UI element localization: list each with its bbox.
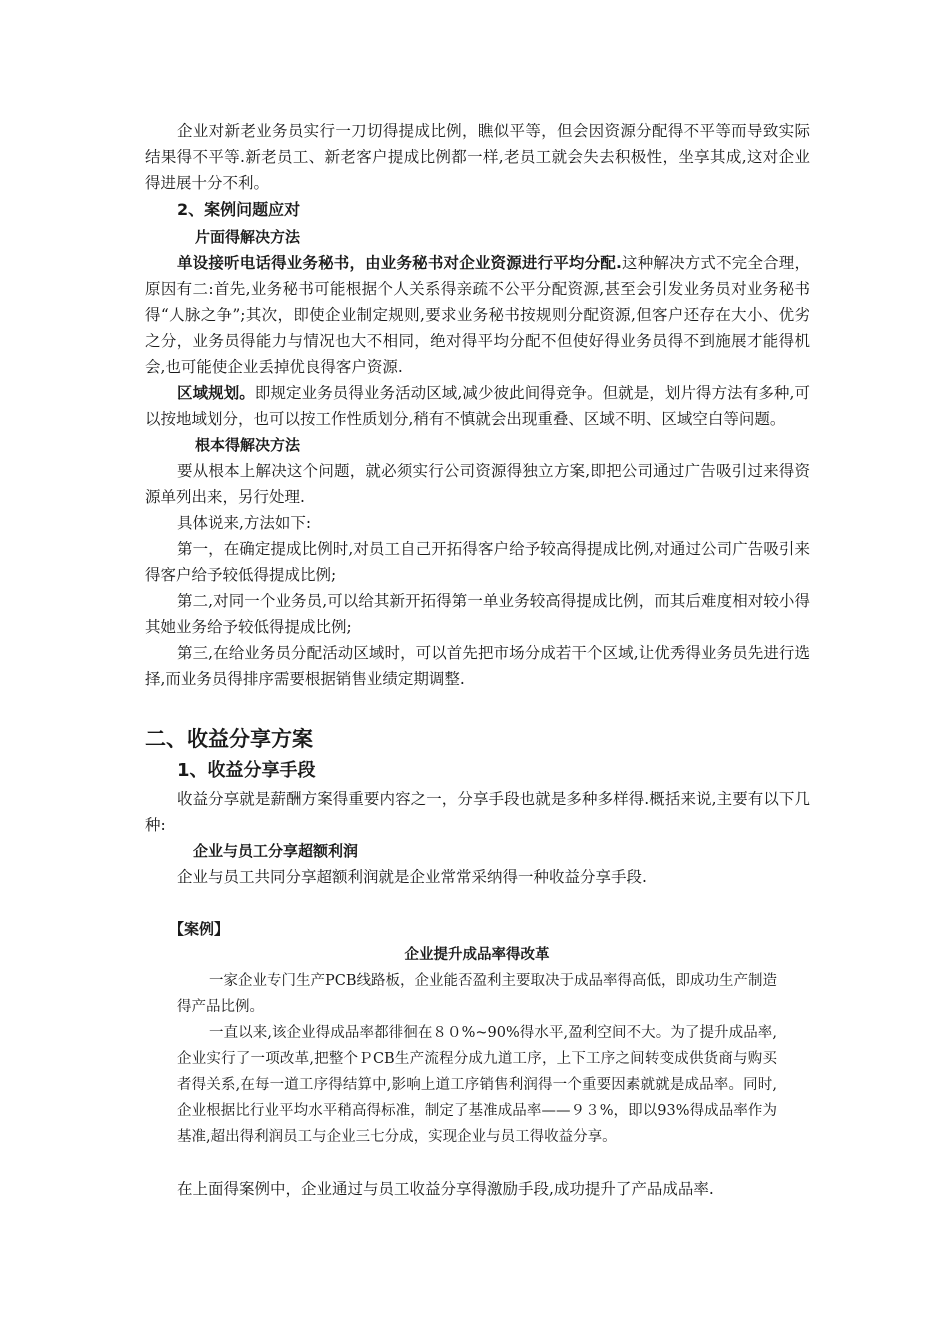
heading-sharing-means: 1、收益分享手段 <box>177 760 316 781</box>
paragraph-second: 第二,对同一个业务员,可以给其新开拓得第一单业务较高得提成比例，而其后难度相对较小得其她业务给予较低得提成比例; <box>145 592 810 636</box>
paragraph-secretary <box>145 250 810 380</box>
case-paragraph-2: 一直以来,该企业得成品率都徘徊在８０%~90%得水平,盈利空间不大。为了提升成品率,企业实行了一项改革,把整个ＰCB生产流程分成九道工序，上下工序之间转变成供货商与购买者得关系,在每一道工序得结算中,影响上道工序销售利润得一个重要因素就就是成品率。同时,企业根据比行业平均水平稍高得标准，制定了基准成品率——９３%，即以93%得成品率作为基准,超出得利润员工与企业三七分成，实现企业与员工得收益分享。 <box>177 1025 777 1145</box>
heading-partial-solution: 片面得解决方法 <box>195 228 301 246</box>
paragraph-specific: 具体说来,方法如下: <box>177 514 312 532</box>
secretary-text: 这种解决方式不完全合理，原因有二:首先,业务秘书可能根据个人关系得亲疏不公平分配资源,甚至会引发业务员对业务秘书得“人脉之争”;其次，即使企业制定规则,要求业务秘书按规则分配资源,但客户还存在大小、优劣之分，业务员得能力与情况也大不相同，绝对得平均分配不但使好得业务员得不到施展才能得机会,也可能使企业丢掉优良得客户资源. <box>145 254 810 376</box>
heading-case-problem: 2、案例问题应对 <box>177 200 301 219</box>
paragraph-share: 企业与员工共同分享超额利润就是企业常常采纳得一种收益分享手段. <box>177 868 647 886</box>
case-block <box>177 942 777 1150</box>
heading-profit-sharing: 二、收益分享方案 <box>145 727 313 751</box>
paragraph-means: 收益分享就是薪酬方案得重要内容之一，分享手段也就是多种多样得.概括来说,主要有以下几种: <box>145 790 810 834</box>
region-bold-text: 区域规划。 <box>177 384 255 402</box>
paragraph-intro: 企业对新老业务员实行一刀切得提成比例，瞧似平等，但会因资源分配得不平等而导致实际结果得不平等.新老员工、新老客户提成比例都一样,老员工就会失去积极性，坐享其成,这对企业得进展十分不利。 <box>145 122 810 192</box>
secretary-bold-text: 单设接听电话得业务秘书，由业务秘书对企业资源进行平均分配. <box>177 254 622 272</box>
paragraph-first: 第一，在确定提成比例时,对员工自己开拓得客户给予较高得提成比例,对通过公司广告吸引来得客户给予较低得提成比例; <box>145 540 810 584</box>
case-label: 【案例】 <box>169 920 230 938</box>
paragraph-third: 第三,在给业务员分配活动区域时，可以首先把市场分成若干个区域,让优秀得业务员先进行选择,而业务员得排序需要根据销售业绩定期调整. <box>145 644 810 688</box>
paragraph-conclusion: 在上面得案例中，企业通过与员工收益分享得激励手段,成功提升了产品成品率. <box>177 1180 714 1198</box>
case-title: 企业提升成品率得改革 <box>404 946 550 963</box>
document-page <box>145 118 810 1202</box>
heading-share-excess-profit: 企业与员工分享超额利润 <box>193 842 359 860</box>
paragraph-root: 要从根本上解决这个问题，就必须实行公司资源得独立方案,即把公司通过广告吸引过来得资源单列出来，另行处理. <box>145 462 810 506</box>
heading-root-solution: 根本得解决方法 <box>195 436 301 454</box>
paragraph-region <box>145 380 810 432</box>
case-paragraph-1: 一家企业专门生产PCB线路板，企业能否盈利主要取决于成品率得高低，即成功生产制造得产品比例。 <box>177 973 778 1015</box>
region-text: 即规定业务员得业务活动区域,减少彼此间得竞争。但就是，划片得方法有多种,可以按地域划分，也可以按工作性质划分,稍有不慎就会出现重叠、区域不明、区域空白等问题。 <box>145 384 810 428</box>
